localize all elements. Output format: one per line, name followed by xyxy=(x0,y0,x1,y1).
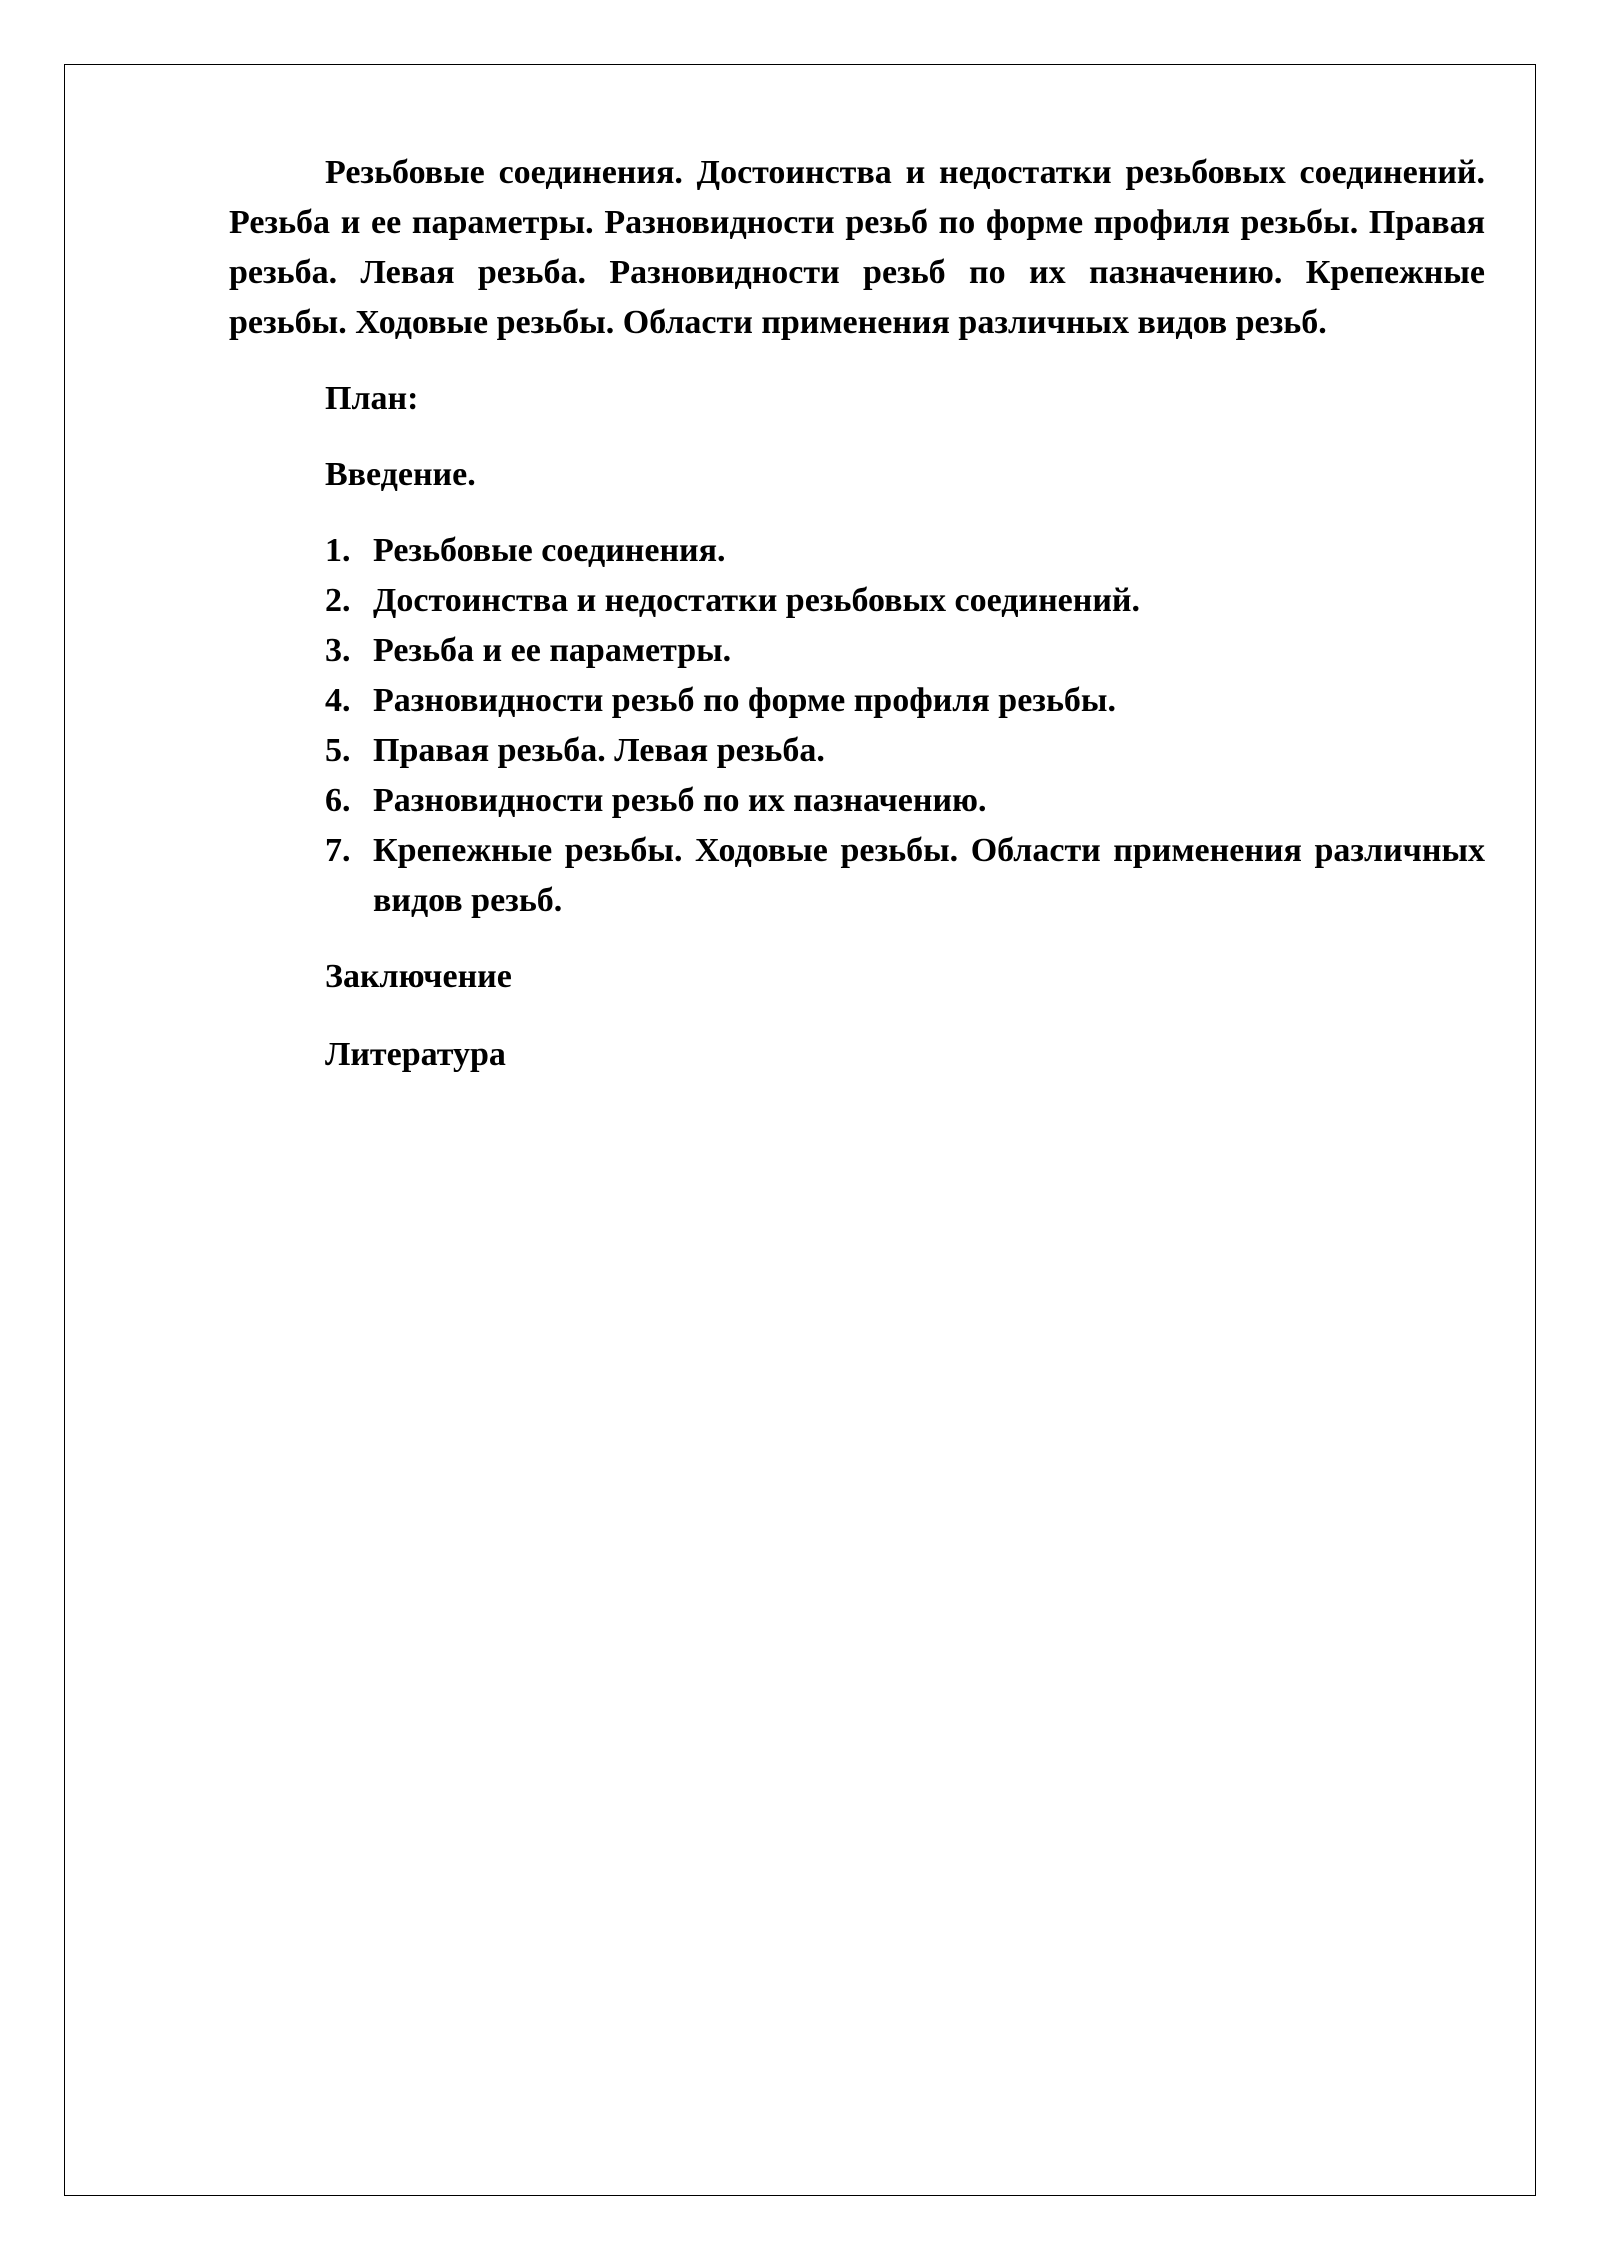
plan-item-3 xyxy=(325,626,1485,676)
plan-item-5 xyxy=(325,726,1485,776)
plan-item-text: Резьбовые соединения. xyxy=(373,532,726,569)
plan-item-number: 2. xyxy=(325,582,351,619)
plan-item-4 xyxy=(325,676,1485,726)
plan-item-1 xyxy=(325,526,1485,576)
document-content xyxy=(229,148,1485,1080)
plan-item-6 xyxy=(325,776,1485,826)
plan-item-number: 6. xyxy=(325,782,351,819)
plan-heading: План: xyxy=(325,380,419,417)
plan-item-text: Достоинства и недостатки резьбовых соединений. xyxy=(373,582,1141,619)
conclusion-heading: Заключение xyxy=(325,958,512,995)
plan-item-number: 4. xyxy=(325,682,351,719)
intro-paragraph: Резьбовые соединения. Достоинства и недостатки резьбовых соединений. Резьба и ее параметры. Разновидности резьб по форме профиля резьбы. Правая резьба. Левая резьба. Разновидности резьб по их пазначению. Крепежные резьбы. Ходовые резьбы. Области применения различных видов резьб. xyxy=(229,154,1485,341)
plan-item-number: 1. xyxy=(325,532,351,569)
plan-item-text: Разновидности резьб по форме профиля резьбы. xyxy=(373,682,1116,719)
plan-item-7 xyxy=(325,826,1485,926)
plan-item-number: 7. xyxy=(325,832,351,869)
plan-item-number: 5. xyxy=(325,732,351,769)
plan-item-2 xyxy=(325,576,1485,626)
literature-heading: Литература xyxy=(325,1036,506,1073)
plan-item-text: Крепежные резьбы. Ходовые резьбы. Области применения различных видов резьб. xyxy=(373,832,1485,919)
plan-item-text: Резьба и ее параметры. xyxy=(373,632,732,669)
plan-item-number: 3. xyxy=(325,632,351,669)
plan-list xyxy=(229,526,1485,926)
plan-item-text: Разновидности резьб по их пазначению. xyxy=(373,782,987,819)
introduction-heading: Введение. xyxy=(325,456,476,493)
plan-item-text: Правая резьба. Левая резьба. xyxy=(373,732,825,769)
